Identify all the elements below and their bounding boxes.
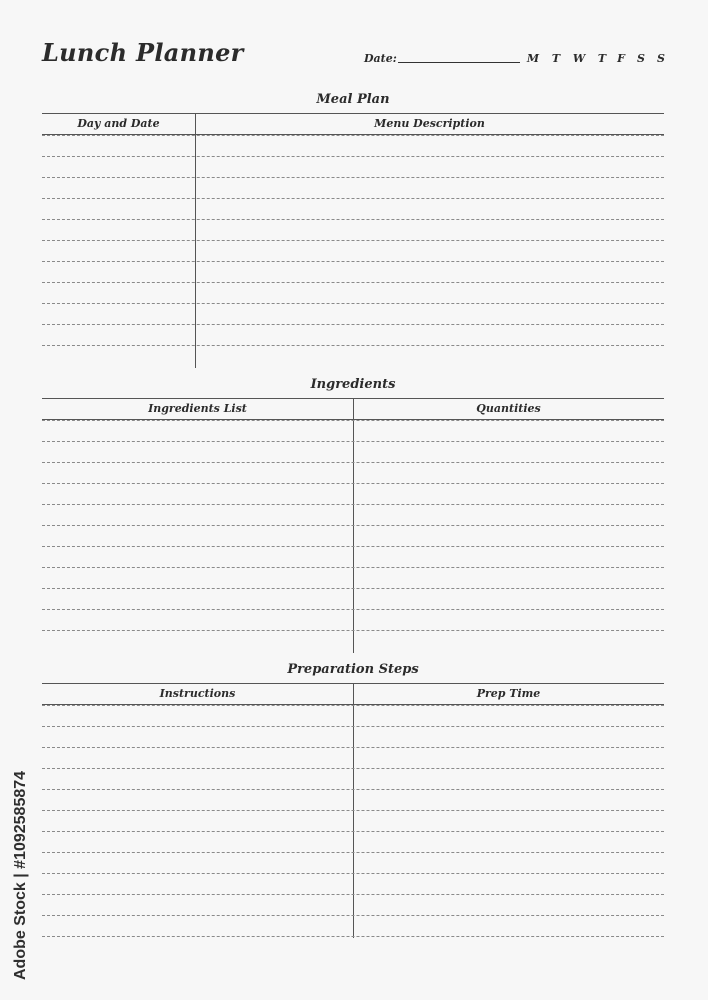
writing-line[interactable] — [42, 894, 664, 895]
writing-line[interactable] — [42, 873, 664, 874]
writing-line[interactable] — [42, 852, 664, 853]
writing-line[interactable] — [42, 324, 664, 325]
writing-line[interactable] — [42, 504, 664, 505]
ingredients-title: Ingredients — [310, 377, 396, 392]
writing-line[interactable] — [42, 483, 664, 484]
writing-line[interactable] — [42, 567, 664, 568]
day-thursday: T — [597, 52, 607, 65]
writing-line[interactable] — [42, 588, 664, 589]
date-line — [398, 62, 520, 63]
writing-line[interactable] — [42, 525, 664, 526]
writing-line[interactable] — [42, 768, 664, 769]
meal-plan-section — [42, 92, 664, 368]
page-title: Lunch Planner — [42, 38, 244, 67]
writing-line[interactable] — [42, 630, 664, 631]
writing-line[interactable] — [42, 936, 664, 937]
column-menu-description: Menu Description — [374, 117, 485, 130]
preparation-title: Preparation Steps — [287, 662, 419, 677]
column-day-and-date: Day and Date — [77, 117, 160, 130]
day-friday: F — [617, 52, 625, 65]
writing-line[interactable] — [42, 177, 664, 178]
column-prep-time: Prep Time — [476, 687, 541, 700]
writing-line[interactable] — [42, 219, 664, 220]
day-wednesday: W — [572, 52, 586, 65]
preparation-divider — [353, 684, 354, 938]
writing-line[interactable] — [42, 198, 664, 199]
writing-line[interactable] — [42, 441, 664, 442]
writing-line[interactable] — [42, 345, 664, 346]
meal-plan-header — [42, 114, 664, 135]
writing-line[interactable] — [42, 831, 664, 832]
writing-line[interactable] — [42, 810, 664, 811]
column-ingredients-list: Ingredients List — [148, 402, 247, 415]
writing-line[interactable] — [42, 261, 664, 262]
writing-line[interactable] — [42, 546, 664, 547]
writing-line[interactable] — [42, 462, 664, 463]
writing-line[interactable] — [42, 303, 664, 304]
column-instructions: Instructions — [159, 687, 236, 700]
writing-line[interactable] — [42, 282, 664, 283]
meal-plan-table — [42, 113, 664, 368]
stock-watermark: Adobe Stock | #1092585874 — [12, 770, 29, 980]
writing-line[interactable] — [42, 747, 664, 748]
writing-line[interactable] — [42, 705, 664, 706]
ingredients-section — [42, 377, 664, 653]
writing-line[interactable] — [42, 915, 664, 916]
ingredients-divider — [353, 399, 354, 653]
ingredients-table — [42, 398, 664, 653]
day-sunday: S — [657, 52, 665, 65]
writing-line[interactable] — [42, 156, 664, 157]
column-quantities: Quantities — [476, 402, 541, 415]
meal-plan-divider — [195, 114, 196, 368]
writing-line[interactable] — [42, 240, 664, 241]
date-label: Date: — [364, 52, 397, 65]
day-tuesday: T — [551, 52, 561, 65]
day-monday: M — [526, 52, 540, 65]
writing-line[interactable] — [42, 726, 664, 727]
writing-line[interactable] — [42, 420, 664, 421]
meal-plan-title: Meal Plan — [316, 92, 390, 107]
writing-line[interactable] — [42, 135, 664, 136]
writing-line[interactable] — [42, 789, 664, 790]
day-saturday: S — [637, 52, 645, 65]
preparation-section — [42, 662, 664, 962]
writing-line[interactable] — [42, 609, 664, 610]
preparation-table — [42, 683, 664, 958]
